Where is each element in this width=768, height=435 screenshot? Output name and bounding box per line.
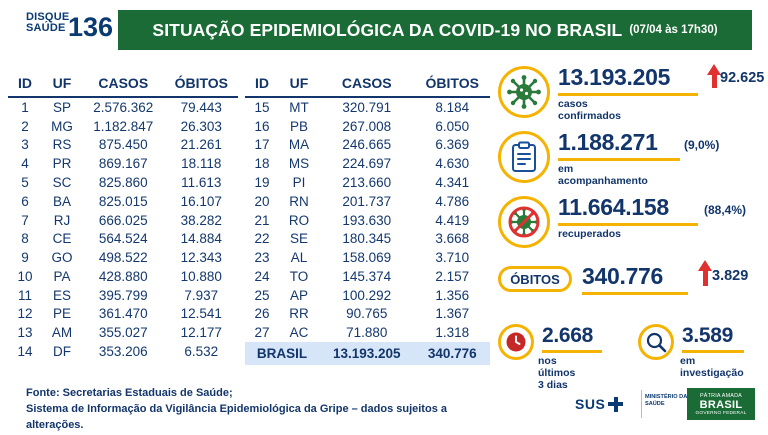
deaths-delta: 3.829 [712, 268, 749, 284]
logo-number: 136 [68, 12, 114, 42]
table-cell: AM [51, 325, 73, 341]
table-cell: PB [289, 118, 308, 134]
table-row [245, 117, 490, 136]
th-uf: UF [289, 75, 309, 91]
monitoring-label: em acompanhamento [558, 163, 648, 187]
table-cell: 38.282 [180, 212, 222, 228]
table-cell: 395.799 [98, 287, 148, 303]
government-logo [687, 388, 755, 420]
table-cell: 18 [254, 156, 270, 172]
table-row [8, 305, 238, 324]
table-cell: 12 [17, 306, 33, 322]
table-row [245, 286, 490, 305]
table-cell: AC [289, 325, 309, 341]
virus-blocked-icon [498, 196, 550, 248]
th-uf: UF [52, 75, 72, 91]
table-cell: 10 [17, 268, 33, 284]
table-cell: 4.630 [435, 156, 470, 172]
table-row [8, 192, 238, 211]
table-cell: AL [290, 250, 308, 266]
table-cell: RJ [53, 212, 71, 228]
th-obitos: ÓBITOS [174, 75, 228, 91]
table-cell: 4.341 [435, 175, 470, 191]
table-cell: 7 [21, 212, 29, 228]
table-cell: 869.167 [98, 156, 148, 172]
table-cell: 213.660 [342, 175, 392, 191]
states-table-right [245, 72, 490, 365]
table-cell: 10.880 [180, 268, 222, 284]
clock-icon [498, 324, 534, 360]
table-cell: 2 [21, 118, 29, 134]
table-row [245, 211, 490, 230]
table-cell: 267.008 [342, 118, 392, 134]
table-total-row [245, 342, 490, 365]
table-cell: 2.157 [435, 268, 470, 284]
table-cell: 14.884 [180, 231, 222, 247]
table-cell: AP [289, 287, 308, 303]
table-cell: 22 [254, 231, 270, 247]
table-cell: 27 [254, 325, 270, 341]
table-cell: 100.292 [342, 287, 392, 303]
table-cell: 12.541 [180, 306, 222, 322]
deaths-value: 340.776 [582, 263, 664, 289]
table-cell: 4 [21, 156, 29, 172]
recovered-label: recuperados [558, 228, 622, 240]
table-cell: 12.177 [180, 325, 222, 341]
table-cell: 825.860 [98, 175, 148, 191]
monitoring-value: 1.188.271 [558, 129, 658, 155]
footer-logos [575, 388, 755, 422]
health-cross-icon [608, 397, 623, 412]
table-cell: 6.369 [435, 137, 470, 153]
table-cell: SP [52, 99, 71, 115]
table-row [8, 267, 238, 286]
table-cell: MT [289, 99, 309, 115]
table-cell: 2.576.362 [93, 99, 154, 115]
table-cell: 16 [254, 118, 270, 134]
table-cell: 6.050 [435, 118, 470, 134]
confirmed-value: 13.193.205 [558, 64, 671, 90]
title-date: (07/04 às 17h30) [629, 24, 718, 36]
table-cell: 8 [21, 231, 29, 247]
table-row [245, 173, 490, 192]
gov-line3: GOVERNO FEDERAL [695, 410, 747, 416]
table-cell: 17 [254, 137, 270, 153]
table-cell: RO [288, 212, 310, 228]
header [0, 0, 768, 62]
table-cell: 353.206 [98, 344, 148, 360]
table-cell: 16.107 [180, 193, 222, 209]
table-cell: 3 [21, 137, 29, 153]
table-cell: 145.374 [342, 268, 392, 284]
table-row [8, 342, 238, 361]
table-cell: TO [289, 268, 309, 284]
table-row [8, 97, 238, 117]
table-cell: 21.261 [180, 137, 222, 153]
table-cell: 1.367 [435, 306, 470, 322]
total-cases: 13.193.205 [319, 342, 415, 365]
table-cell: 21 [254, 212, 270, 228]
table-row [245, 192, 490, 211]
table-cell: 23 [254, 250, 270, 266]
table-row [245, 323, 490, 342]
recovered-percent: (88,4%) [704, 203, 747, 217]
page-title: SITUAÇÃO EPIDEMIOLÓGICA DA COVID-19 NO BRASIL [152, 19, 623, 40]
table-cell: 1 [21, 99, 29, 115]
table-cell: PA [53, 268, 71, 284]
table-cell: 26.303 [180, 118, 222, 134]
table-cell: 666.025 [98, 212, 148, 228]
table-cell: PR [52, 156, 72, 172]
table-cell: ES [52, 287, 71, 303]
table-cell: 498.522 [98, 250, 148, 266]
ministry-logo [645, 394, 687, 408]
table-cell: SE [289, 231, 308, 247]
summary-panel [498, 64, 765, 391]
table-row [8, 248, 238, 267]
table-cell: DF [53, 344, 71, 360]
th-obitos: ÓBITOS [425, 75, 479, 91]
table-row [8, 154, 238, 173]
confirmed-label: casos confirmados [558, 98, 622, 122]
table-cell: 355.027 [98, 325, 148, 341]
table-cell: 6 [21, 193, 29, 209]
table-cell: SC [52, 175, 72, 191]
table-cell: RN [289, 193, 309, 209]
table-row [245, 305, 490, 324]
table-row [245, 267, 490, 286]
table-cell: 19 [254, 175, 270, 191]
table-row [8, 117, 238, 136]
table-cell: 4.786 [435, 193, 470, 209]
table-cell: 1.182.847 [93, 118, 154, 134]
table-cell: 1.356 [435, 287, 470, 303]
recovered-value: 11.664.158 [558, 194, 669, 220]
table-cell: 180.345 [342, 231, 392, 247]
table-cell: 20 [254, 193, 270, 209]
table-row [8, 229, 238, 248]
th-casos: CASOS [98, 75, 149, 91]
table-cell: 8.184 [435, 99, 470, 115]
sus-logo [575, 390, 642, 418]
table-row [8, 173, 238, 192]
gov-line1: PÁTRIA AMADA [700, 392, 742, 399]
table-cell: GO [51, 250, 73, 266]
table-cell: 6.532 [184, 344, 219, 360]
ministry-line2: SAÚDE [645, 401, 665, 407]
table-cell: 13 [17, 325, 33, 341]
table-cell: 14 [17, 344, 33, 360]
monitoring-percent: (9,0%) [684, 138, 720, 152]
table-cell: CE [52, 231, 72, 247]
investigation-value: 3.589 [682, 324, 734, 347]
table-header-row [245, 72, 490, 97]
table-cell: 79.443 [180, 99, 222, 115]
table-cell: 7.937 [184, 287, 219, 303]
table-cell: 1.318 [435, 325, 470, 341]
ministry-line1: MINISTÉRIO DA [645, 394, 688, 400]
table-cell: 71.880 [346, 325, 388, 341]
last-days-value: 2.668 [542, 324, 594, 347]
deaths-pill-label: ÓBITOS [498, 266, 572, 292]
table-cell: 26 [254, 306, 270, 322]
table-header-row [8, 72, 238, 97]
table-cell: 18.118 [181, 156, 222, 172]
table-cell: 201.737 [342, 193, 392, 209]
table-cell: 9 [21, 250, 29, 266]
table-cell: 564.524 [98, 231, 148, 247]
table-cell: BA [52, 193, 71, 209]
table-cell: 24 [254, 268, 270, 284]
logo-line2: SAÚDE [26, 22, 66, 34]
table-cell: 320.791 [342, 99, 392, 115]
table-row [245, 136, 490, 155]
table-cell: 11.613 [181, 175, 222, 191]
table-cell: 158.069 [342, 250, 392, 266]
table-row [8, 211, 238, 230]
th-casos: CASOS [341, 75, 392, 91]
total-label: BRASIL [245, 342, 319, 365]
table-row [8, 323, 238, 342]
table-cell: 4.419 [435, 212, 470, 228]
table-cell: 428.880 [98, 268, 148, 284]
title-bar [118, 10, 752, 50]
table-cell: 90.765 [346, 306, 388, 322]
table-cell: 875.450 [98, 137, 148, 153]
table-cell: MS [288, 156, 310, 172]
table-row [8, 136, 238, 155]
table-row [245, 248, 490, 267]
table-cell: PI [292, 175, 306, 191]
table-cell: 3.668 [435, 231, 470, 247]
footer-source [26, 385, 496, 433]
table-row [245, 97, 490, 117]
table-cell: 11 [17, 287, 32, 303]
investigation-label: em investigação [680, 355, 744, 379]
footer-line1: Fonte: Secretarias Estaduais de Saúde; [26, 387, 233, 399]
th-id: ID [18, 75, 32, 91]
virus-icon [498, 66, 550, 118]
table-cell: MA [288, 137, 310, 153]
sus-text: SUS [575, 396, 606, 412]
table-row [8, 286, 238, 305]
table-cell: MG [51, 118, 73, 134]
total-deaths: 340.776 [415, 342, 491, 365]
table-cell: 825.015 [98, 193, 148, 209]
magnifier-icon [638, 324, 674, 360]
table-cell: 15 [254, 99, 270, 115]
table-cell: RS [52, 137, 72, 153]
th-id: ID [255, 75, 269, 91]
confirmed-delta: 92.625 [720, 70, 765, 86]
footer-line2: Sistema de Informação da Vigilância Epidemiológica da Gripe – dados sujeitos a alterações. [26, 403, 447, 431]
states-table-left [8, 72, 238, 361]
clipboard-icon [498, 131, 550, 183]
disque-saude-logo [26, 12, 112, 48]
table-row [245, 154, 490, 173]
table-cell: RR [289, 306, 309, 322]
table-cell: 361.470 [98, 306, 148, 322]
table-cell: 5 [21, 175, 29, 191]
table-cell: 25 [254, 287, 270, 303]
table-cell: 193.630 [342, 212, 392, 228]
logo-line1: DISQUE [26, 11, 70, 23]
gov-line2: BRASIL [699, 398, 743, 411]
table-cell: PE [52, 306, 71, 322]
table-cell: 12.343 [180, 250, 222, 266]
table-cell: 224.697 [342, 156, 392, 172]
table-row [245, 229, 490, 248]
last-days-label: nos últimos 3 dias [538, 355, 576, 391]
table-cell: 246.665 [342, 137, 392, 153]
table-cell: 3.710 [435, 250, 470, 266]
